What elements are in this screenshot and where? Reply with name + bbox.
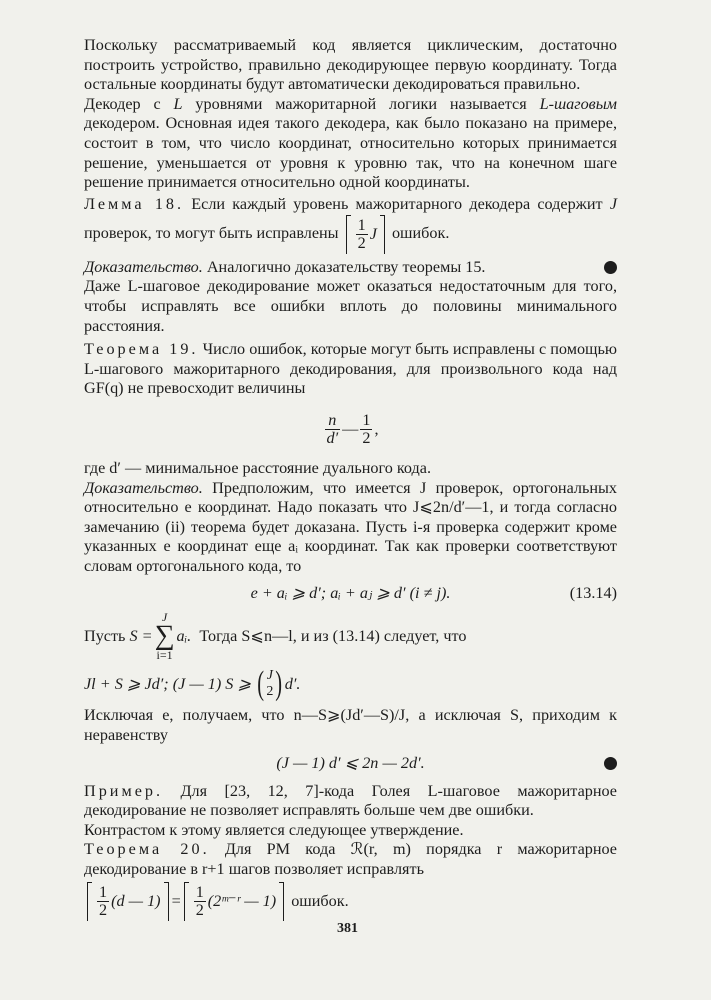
- paragraph-2: [84, 95, 617, 193]
- ineq-post: d′.: [284, 674, 301, 693]
- binom-top: J: [266, 668, 273, 684]
- proof-label: Доказательство.: [84, 257, 203, 276]
- proof-18: [84, 258, 617, 278]
- floor-expression: [343, 215, 388, 254]
- para2-var: L: [173, 94, 183, 113]
- example-text: Для [23, 12, 7]-кода Голея L-шаговое мажоритарное декодирование не позволяет исправлять больше чем две ошибки.: [84, 781, 617, 820]
- example-label: Пример.: [84, 781, 164, 800]
- lemma-var-j: J: [609, 194, 617, 213]
- para2-pre: Декодер с: [84, 94, 174, 113]
- bound-den2: 2: [362, 429, 371, 448]
- paragraph-1: Поскольку рассматриваемый код является циклическим, достаточно построить устройство, правильно декодирующее первую координату. Тогда остальные координаты будут автоматически декодироваться правильно.: [84, 36, 617, 94]
- sum-term: aᵢ.: [176, 626, 192, 645]
- bound-num: n: [328, 411, 337, 430]
- sum-top: J: [161, 610, 168, 625]
- qed-bullet-icon: [604, 757, 617, 770]
- frac-var: J: [369, 225, 377, 244]
- t20-f2-num: 1: [195, 883, 204, 902]
- proof-text: Аналогично доказательству теоремы 15.: [206, 257, 486, 276]
- t20-f2-den: 2: [195, 901, 204, 920]
- eq-13-14-body: e + aᵢ ⩾ d′; aᵢ + aⱼ ⩾ d′ (i ≠ j).: [250, 583, 451, 602]
- sum-line: [84, 610, 617, 662]
- frac-den: 2: [357, 233, 366, 252]
- ineq-pre: Jl + S ⩾ Jd′; (J — 1) S ⩾: [84, 674, 252, 693]
- t20-f2-tail: (2ᵐ⁻ʳ — 1): [207, 891, 277, 910]
- t20-f1-num: 1: [99, 883, 108, 902]
- let-post: Тогда S⩽n—l, и из (13.14) следует, что: [199, 626, 467, 645]
- lemma-label: Лемма 18.: [84, 194, 185, 213]
- final-ineq-body: (J — 1) d′ ⩽ 2n — 2d′.: [276, 753, 425, 772]
- theorem20-label: Теорема 20.: [84, 840, 210, 859]
- theorem-text: Число ошибок, которые могут быть исправлены с помощью L-шагового мажоритарного декодирования, для произвольного кода над GF(q) не превосходит величины: [84, 340, 617, 398]
- lemma-text-mid: проверок, то могут быть исправлены: [84, 223, 339, 242]
- let-pre: Пусть: [84, 626, 126, 645]
- final-inequality: [84, 746, 617, 782]
- para2-mid: уровнями мажоритарной логики называется: [182, 94, 540, 113]
- paragraph-3: Даже L-шаговое декодирование может оказаться недостаточным для того, чтобы исправлять все ошибки вплоть до половины минимального расстояния.: [84, 277, 617, 335]
- exclusion-text: Исключая e, получаем, что n—S⩾(Jd′—S)/J, а исключая S, приходим к неравенству: [84, 706, 617, 745]
- page-body: [84, 36, 617, 924]
- para2-term: L-шаговым: [539, 94, 617, 113]
- qed-bullet-icon: [604, 261, 617, 274]
- lemma-18: [84, 193, 617, 254]
- contrast-text: Контрастом к этому является следующее утверждение.: [84, 820, 464, 839]
- binom-bottom: 2: [266, 684, 274, 700]
- sum-bottom: i=1: [156, 648, 173, 663]
- sum-sigma: ∑: [154, 620, 175, 652]
- t20-post: ошибок.: [291, 891, 349, 910]
- bound-tail: ,: [374, 420, 379, 439]
- theorem20-text: Для РМ кода ℛ(r, m) порядка r мажоритарное декодирование в r+1 шагов позволяет исправлять: [84, 840, 617, 879]
- proof-19: [84, 479, 617, 577]
- inequality-line: [84, 662, 617, 706]
- lemma-text-post: ошибок.: [391, 223, 450, 242]
- proof19-label: Доказательство.: [84, 478, 203, 497]
- t20-equals: =: [171, 891, 181, 910]
- frac-num: 1: [357, 215, 366, 234]
- theorem-20: [84, 840, 617, 879]
- proof19-text: Предположим, что имеется J проверок, ортогональных относительно e координат. Надо показать что J⩽2n/d′—1, и тогда согласно замечанию (ii) теорема будет доказана. Пусть i-я проверка содержит кроме указанных e координат еще aᵢ координат. Так как проверки соответствуют словам ортогонального кода, то: [84, 478, 617, 575]
- theorem-19: [84, 340, 617, 399]
- theorem-label: Теорема 19.: [84, 340, 199, 359]
- let-s: S =: [129, 626, 153, 645]
- bound-den: d′: [326, 429, 339, 448]
- example: [84, 782, 617, 821]
- page-number: 381: [337, 921, 358, 936]
- bound-num2: 1: [362, 411, 371, 430]
- dual-distance-note: где d′ — минимальное расстояние дуального кода.: [84, 458, 432, 477]
- eq-13-14-number: (13.14): [569, 583, 617, 602]
- binomial: ( J 2 ): [257, 665, 283, 703]
- formula-bound: [84, 405, 617, 455]
- t20-f1-den: 2: [99, 901, 108, 920]
- para2-post: декодером. Основная идея такого декодера, как было показано на примере, состоит в том, что число координат, относительно которых принимается решение, уменьшается от уровня к уровню так, что на конечном шаге решение принимается относительно одной координаты.: [84, 114, 617, 192]
- equation-13-14: [84, 576, 617, 610]
- theorem-20-formula: [84, 880, 617, 924]
- t20-f1-tail: (d — 1): [111, 891, 161, 910]
- lemma-text-pre: Если каждый уровень мажоритарного декодера содержит: [191, 194, 610, 213]
- sum-symbol: [155, 611, 175, 661]
- bound-minus: —: [342, 420, 359, 439]
